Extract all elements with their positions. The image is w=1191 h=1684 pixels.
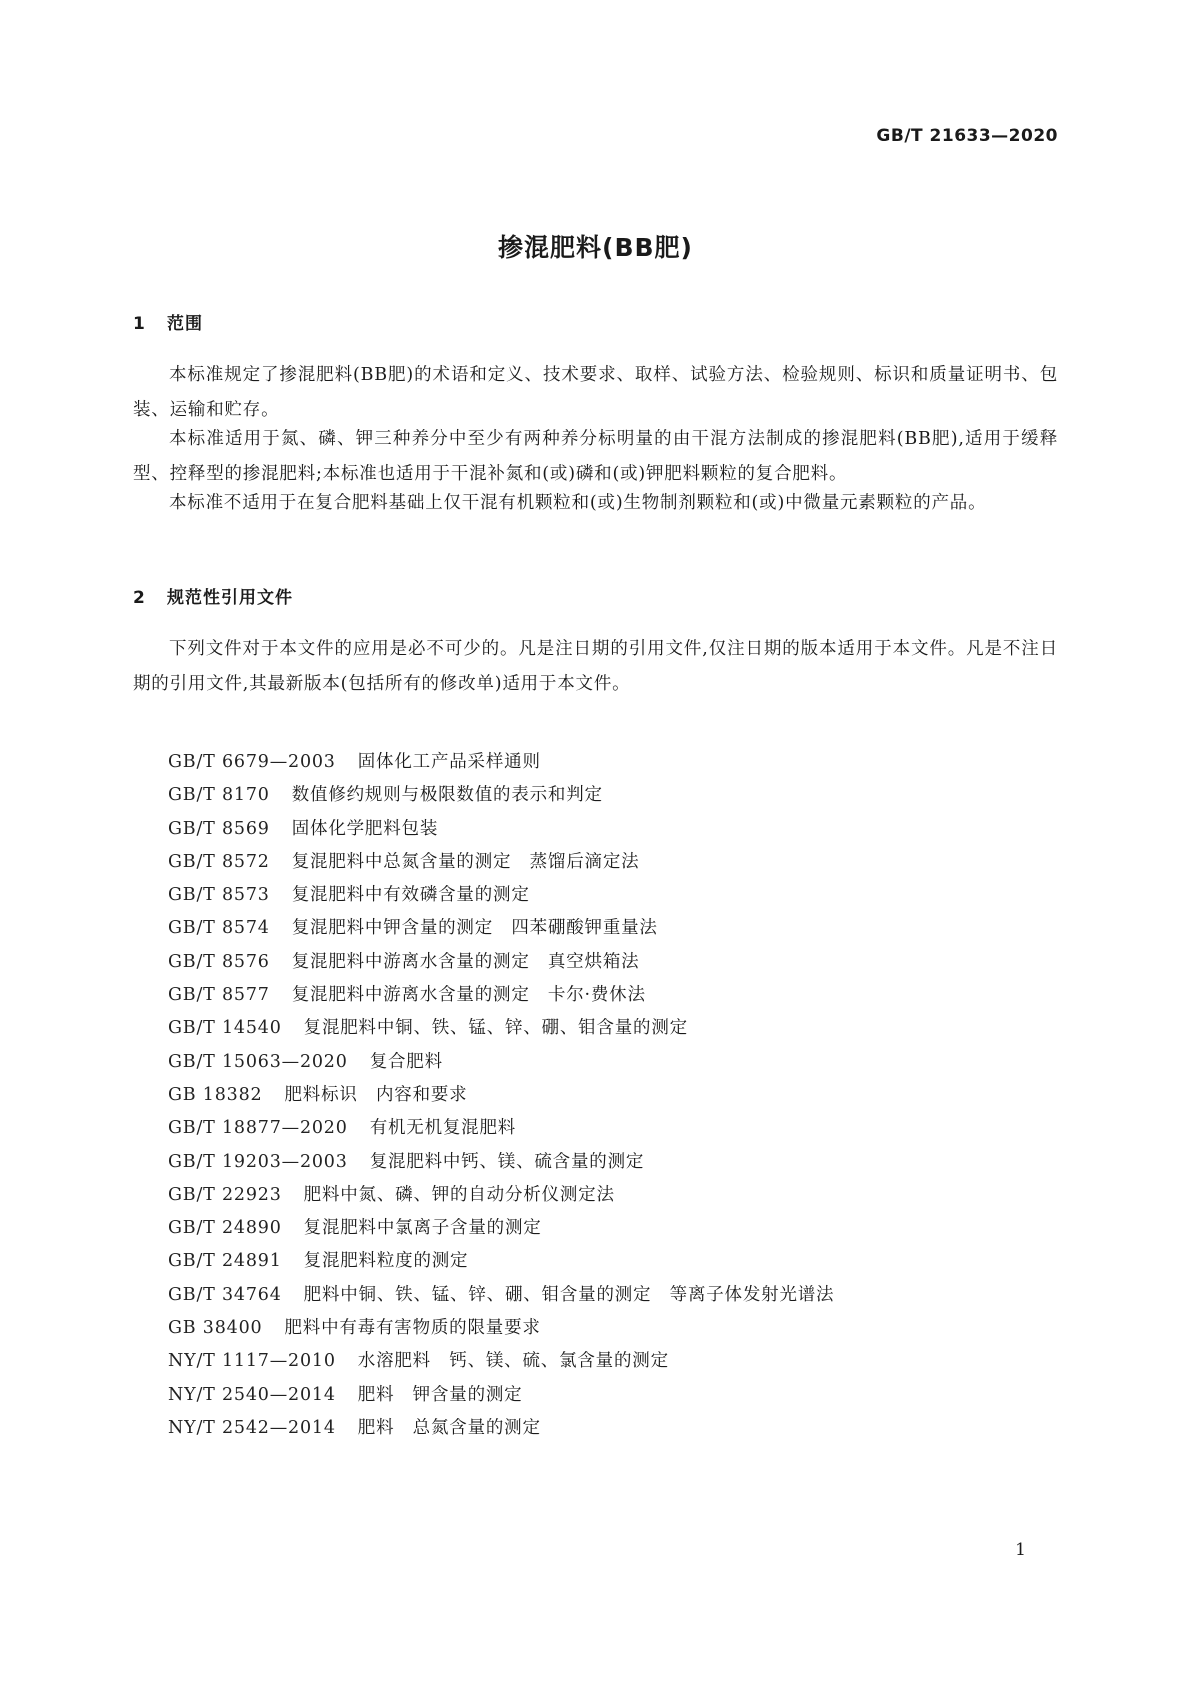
reference-title: 有机无机复混肥料 [369,1118,517,1139]
page-number: 1 [1015,1540,1026,1560]
reference-code: GB/T 24891 [168,1251,282,1272]
scope-paragraph-3: 本标准不适用于在复合肥料基础上仅干混有机颗粒和(或)生物制剂颗粒和(或)中微量元素颗粒的产品。 [169,493,987,513]
reference-title: 复混肥料中氯离子含量的测定 [303,1218,542,1239]
section-number: 1 [133,314,146,334]
reference-item [168,1079,834,1112]
reference-title: 肥料 钾含量的测定 [357,1384,523,1405]
scope-paragraph-2: 本标准适用于氮、磷、钾三种养分中至少有两种养分标明量的由干混方法制成的掺混肥料(BB肥),适用于缓释型、控释型的掺混肥料;本标准也适用于干混补氮和(或)磷和(或)钾肥料颗粒的复合肥料。 [133,429,1058,484]
section-number: 2 [133,588,146,608]
reference-item [168,1245,834,1278]
normative-references-list [168,746,834,1445]
reference-code: GB/T 22923 [168,1184,282,1205]
reference-item [168,1379,834,1412]
reference-title: 肥料标识 内容和要求 [284,1084,468,1105]
reference-item [168,1179,834,1212]
reference-code: GB 38400 [168,1318,263,1339]
reference-code: GB/T 18877—2020 [168,1118,348,1139]
reference-title: 肥料中铜、铁、锰、锌、硼、钼含量的测定 等离子体发射光谱法 [303,1284,835,1305]
section-title: 规范性引用文件 [167,588,293,608]
reference-code: GB/T 14540 [168,1018,282,1039]
reference-item [168,979,834,1012]
reference-title: 肥料中有毒有害物质的限量要求 [284,1318,541,1339]
reference-item [168,946,834,979]
reference-title: 复混肥料中游离水含量的测定 卡尔·费休法 [291,985,646,1006]
reference-code: GB/T 24890 [168,1218,282,1239]
reference-code: GB/T 34764 [168,1284,282,1305]
reference-code: GB/T 8573 [168,885,270,906]
reference-title: 复混肥料中钾含量的测定 四苯硼酸钾重量法 [291,918,658,939]
reference-item [168,1345,834,1378]
reference-code: GB 18382 [168,1084,263,1105]
reference-code: GB/T 19203—2003 [168,1151,348,1172]
reference-title: 复合肥料 [369,1051,443,1072]
reference-item [168,746,834,779]
references-intro-paragraph: 下列文件对于本文件的应用是必不可少的。凡是注日期的引用文件,仅注日期的版本适用于本文件。凡是不注日期的引用文件,其最新版本(包括所有的修改单)适用于本文件。 [133,639,1058,694]
reference-title: 水溶肥料 钙、镁、硫、氯含量的测定 [357,1351,669,1372]
reference-item [168,1279,834,1312]
section-1-heading [133,309,203,334]
reference-code: GB/T 15063—2020 [168,1051,348,1072]
reference-title: 复混肥料中铜、铁、锰、锌、硼、钼含量的测定 [303,1018,688,1039]
section-2-heading [133,583,293,608]
reference-code: GB/T 8574 [168,918,270,939]
reference-code: NY/T 1117—2010 [168,1351,336,1372]
reference-title: 肥料 总氮含量的测定 [357,1417,541,1438]
reference-title: 复混肥料中钙、镁、硫含量的测定 [369,1151,645,1172]
reference-title: 固体化工产品采样通则 [357,752,541,772]
reference-title: 复混肥料中游离水含量的测定 真空烘箱法 [291,951,640,972]
reference-title: 复混肥料中总氮含量的测定 蒸馏后滴定法 [291,851,640,872]
reference-code: GB/T 8576 [168,951,270,972]
reference-code: GB/T 8577 [168,985,270,1006]
reference-code: NY/T 2540—2014 [168,1384,336,1405]
reference-item [168,779,834,812]
standard-code: GB/T 21633—2020 [876,126,1058,146]
reference-title: 复混肥料粒度的测定 [303,1251,469,1272]
document-title: 掺混肥料(BB肥) [498,233,693,262]
reference-title: 复混肥料中有效磷含量的测定 [291,885,530,906]
reference-title: 固体化学肥料包装 [291,818,439,839]
reference-item [168,912,834,945]
reference-code: GB/T 8170 [168,785,270,806]
reference-item [168,1312,834,1345]
reference-item [168,1112,834,1145]
reference-item [168,1146,834,1179]
reference-title: 数值修约规则与极限数值的表示和判定 [291,785,603,806]
reference-item [168,1012,834,1045]
scope-paragraph-1: 本标准规定了掺混肥料(BB肥)的术语和定义、技术要求、取样、试验方法、检验规则、标识和质量证明书、包装、运输和贮存。 [133,365,1058,420]
reference-code: NY/T 2542—2014 [168,1417,336,1438]
reference-item [168,879,834,912]
reference-item [168,1412,834,1445]
reference-item [168,1046,834,1079]
reference-code: GB/T 6679—2003 [168,752,336,772]
reference-item [168,1212,834,1245]
reference-title: 肥料中氮、磷、钾的自动分析仪测定法 [303,1184,615,1205]
section-title: 范围 [167,314,203,334]
reference-item [168,846,834,879]
reference-code: GB/T 8569 [168,818,270,839]
reference-code: GB/T 8572 [168,851,270,872]
reference-item [168,813,834,846]
